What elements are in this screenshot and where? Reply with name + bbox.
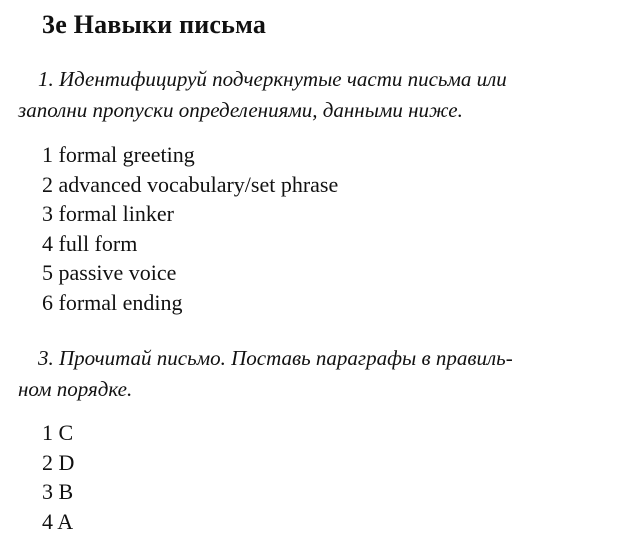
task-3-answer-list bbox=[42, 418, 74, 536]
answer-item: 1 formal greeting bbox=[42, 142, 195, 167]
task-1-instruction-line-1: 1. Идентифицируй подчеркнутые части письма или bbox=[38, 67, 507, 91]
answer-item: 5 passive voice bbox=[42, 260, 177, 286]
section-title: 3e Навыки письма bbox=[42, 10, 267, 39]
task-1-instruction bbox=[0, 64, 638, 126]
answer-item: 4 full form bbox=[42, 230, 138, 256]
answer-item: 2 advanced vocabulary/set phrase bbox=[42, 171, 339, 197]
answer-item: 4 A bbox=[42, 508, 74, 534]
task-3-instruction bbox=[0, 343, 638, 405]
answer-item: 3 B bbox=[42, 479, 74, 505]
answer-item: 3 formal linker bbox=[42, 201, 174, 227]
task-3-instruction-line-1: 3. Прочитай письмо. Поставь параграфы в правиль- bbox=[38, 346, 513, 370]
task-1-instruction-line-2: заполни пропуски определениями, данными ниже. bbox=[18, 98, 463, 122]
answer-item: 6 formal ending bbox=[42, 289, 183, 315]
task-3-instruction-line-2: ном порядке. bbox=[18, 377, 133, 401]
task-1-answer-list bbox=[42, 140, 338, 318]
answer-item: 1 C bbox=[42, 420, 74, 445]
answer-item: 2 D bbox=[42, 449, 75, 475]
